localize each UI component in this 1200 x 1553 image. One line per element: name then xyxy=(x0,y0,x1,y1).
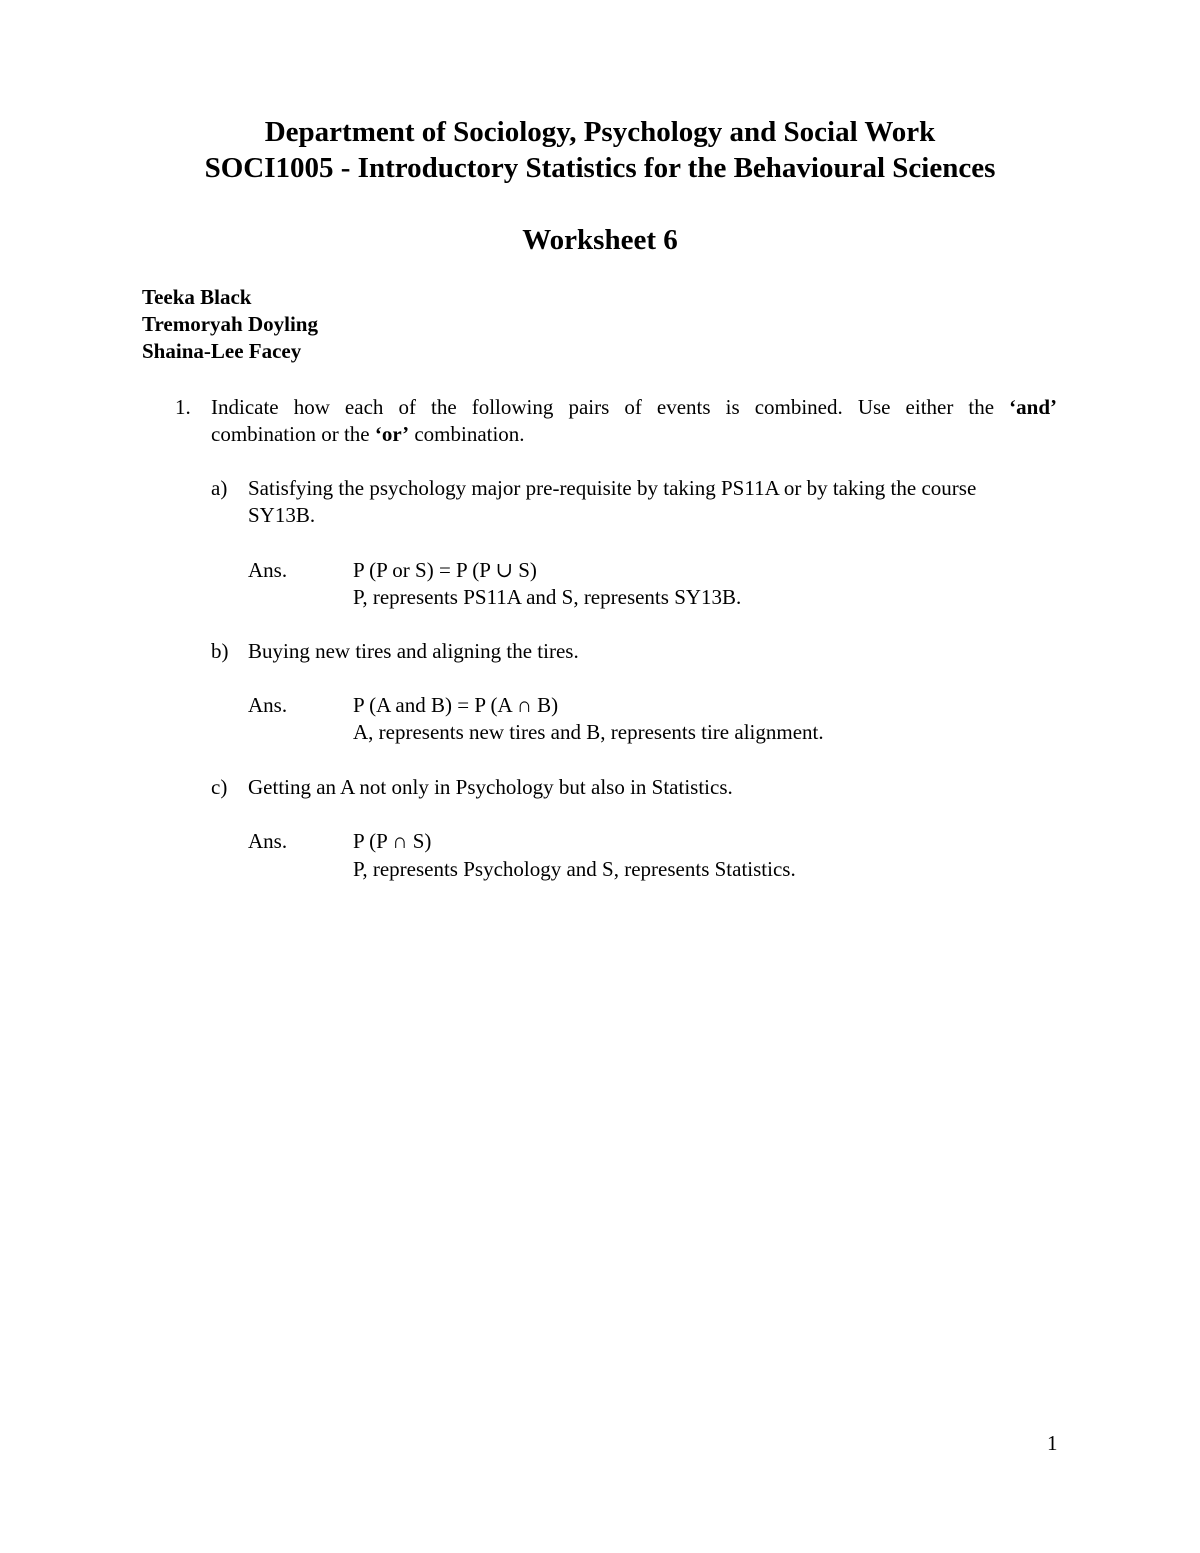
or-keyword: ‘or’ xyxy=(374,422,410,446)
page-number: 1 xyxy=(1047,1431,1058,1455)
department-title: Department of Sociology, Psychology and Social Work xyxy=(264,116,936,148)
and-keyword: ‘and’ xyxy=(1009,395,1057,419)
answer-label: Ans. xyxy=(248,829,288,853)
item-a-text-cont: SY13B. xyxy=(248,503,316,527)
item-letter-a: a) xyxy=(211,476,228,500)
question-number: 1. xyxy=(175,395,191,419)
question-prompt-text: combination or the xyxy=(211,422,375,446)
item-a-text: Satisfying the psychology major pre-requisite by taking PS11A or by taking the course xyxy=(248,476,977,500)
question-prompt-line1 xyxy=(211,394,1057,421)
question-prompt-line2 xyxy=(211,421,525,448)
answer-b-formula: P (A and B) = P (A ∩ B) xyxy=(353,693,559,717)
answer-b-explanation: A, represents new tires and B, represents tire alignment. xyxy=(353,720,824,744)
item-letter-c: c) xyxy=(211,775,228,799)
course-title: SOCI1005 - Introductory Statistics for the Behavioural Sciences xyxy=(204,152,996,184)
answer-label: Ans. xyxy=(248,558,288,582)
answer-a-explanation: P, represents PS11A and S, represents SY13B. xyxy=(353,585,742,609)
worksheet-title: Worksheet 6 xyxy=(522,224,678,256)
author-name: Shaina-Lee Facey xyxy=(142,339,302,363)
author-name: Tremoryah Doyling xyxy=(142,312,318,336)
answer-label: Ans. xyxy=(248,693,288,717)
question-prompt-text: combination. xyxy=(409,422,525,446)
item-b-text: Buying new tires and aligning the tires. xyxy=(248,639,579,663)
answer-c-explanation: P, represents Psychology and S, represents Statistics. xyxy=(353,857,796,881)
answer-c-formula: P (P ∩ S) xyxy=(353,829,432,853)
question-prompt-text: Indicate how each of the following pairs of events is combined. Use either the xyxy=(211,395,1010,419)
item-letter-b: b) xyxy=(211,639,229,663)
answer-a-formula: P (P or S) = P (P ∪ S) xyxy=(353,558,537,582)
item-c-text: Getting an A not only in Psychology but also in Statistics. xyxy=(248,775,733,799)
author-list xyxy=(142,284,318,365)
author-name: Teeka Black xyxy=(142,285,252,309)
